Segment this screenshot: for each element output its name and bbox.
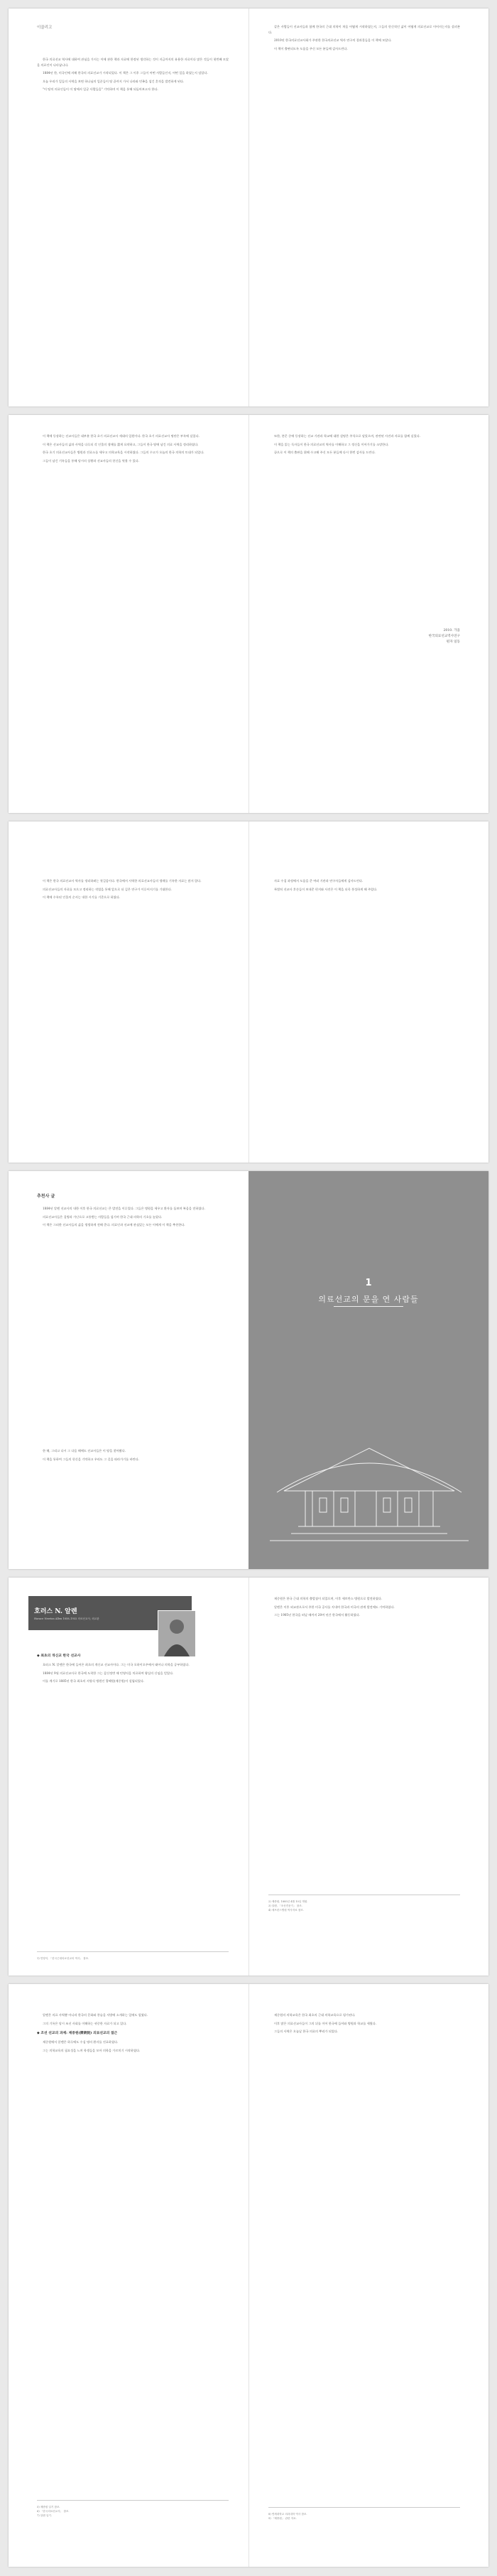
- paragraph: 자료 수집 과정에서 도움을 준 여러 기관과 연구자들에게 감사드린다.: [274, 879, 364, 883]
- paragraph: 오늘 우리가 일들의 사역을 보면 하나님의 일꾼들이 땅 끝까지 가서 나라와 민족을 섬긴 흔적을 발견하게 된다.: [43, 79, 185, 83]
- chapter-title: 의료선교의 문을 연 사람들: [318, 1295, 419, 1304]
- person-subtitle: Horace Newton Allen 1858–1932 의료선교사, 외교관: [34, 1617, 99, 1620]
- chapter-opener: [248, 1171, 488, 1569]
- paragraph: 이 책에 수록된 인물의 순서는 내한 시기를 기준으로 하였다.: [43, 895, 121, 900]
- paragraph: 같은 사람들이 선교사들과 함께 한국의 근대 의학이 처음 어떻게 시작하였는지, 그들의 헌신적인 삶이 어떻게 의료선교로 이어지는지를 살펴본다.: [268, 25, 460, 34]
- text-column: [37, 1448, 229, 1465]
- paragraph: 그들이 남긴 기록들을 통해 당시의 상황과 선교사들의 헌신을 엿볼 수 있다.: [43, 458, 139, 463]
- page-left: [9, 9, 249, 406]
- text-column: [37, 57, 229, 95]
- footnote: 3) 알렌, 「조선견문기」 참조.: [268, 1904, 302, 1907]
- signature-name: 편자 일동: [446, 640, 460, 644]
- paragraph: 그는 1905년 한국을 떠날 때까지 20여 년간 한국에서 활동하였다.: [274, 1613, 361, 1617]
- paragraph: 이 책에 등장하는 선교사들은 대부분 한국 초기 의료선교사 세대의 일원이다. 한국 초기 의료선교사 명단은 부록에 실었다.: [43, 434, 200, 438]
- paragraph: 제중원의 의학교육은 한국 최초의 근대 의학교육으로 평가된다.: [274, 2013, 356, 2017]
- text-column: [37, 2012, 229, 2056]
- signature-org: 한국의료선교역사연구: [428, 635, 460, 638]
- page-right: [248, 9, 488, 406]
- paragraph: 이 책은 선교사들의 삶과 사역을 다루되 각 인물의 생애를 짧게 요약하고, 그들이 한국 땅에 남긴 의료 사역을 정리하였다.: [43, 442, 199, 446]
- text-column: [37, 433, 229, 466]
- text-column: [268, 878, 460, 895]
- paragraph: 특별히 선교사 후손들이 보내준 편지와 사진은 이 책을 더욱 풍성하게 해 주었다.: [274, 887, 378, 891]
- page-right: [248, 415, 488, 813]
- page-left: [9, 1578, 249, 1976]
- text-column: [268, 433, 460, 458]
- paragraph: 또한, 본문 중에 등장하는 선교 기관과 학교에 대한 설명은 주석으로 달았으며, 관련된 사진과 자료를 함께 실었다.: [274, 434, 420, 438]
- page-right: [248, 1984, 488, 2567]
- paragraph: 제중원은 한국 근대 의학의 출발점이 되었으며, 이후 세브란스 병원으로 발전하였다.: [274, 1597, 383, 1600]
- paragraph: 이를 계기로 1885년 한국 최초의 서양식 병원인 광혜원(제중원)이 설립되었다.: [43, 1679, 145, 1683]
- footnote-area: [268, 2503, 460, 2521]
- paragraph: 의료선교사들은 질병과 가난으로 고통받는 사람들을 섬기며 한국 근대 의학의 기초를 놓았다.: [43, 1214, 163, 1219]
- spread-1: [9, 9, 488, 406]
- paragraph: 2010년 한국의료선교사회가 주관한 한국의료선교 역사 연구의 결과물들을 이 책에 모았다.: [274, 38, 392, 43]
- footnote: 8) 연세대학교 의과대학 역사 참조.: [268, 2513, 307, 2516]
- spread-3: [9, 821, 488, 1163]
- paragraph: 그의 기록은 당시 조선 사회를 이해하는 귀중한 자료가 되고 있다.: [43, 2021, 127, 2025]
- footnote-area: [268, 1890, 460, 1912]
- paragraph: 한국 의료선교 역사에 대하여 관심을 가지는 이에 관한 책과 자료에 한정된 생각하는 것이 지금까지의 유용한 자료이다 많은 것들이 첫번째 모았을 의료인이 나타납니다.: [37, 58, 229, 67]
- text-column: [268, 1596, 460, 1621]
- building-illustration-icon: [270, 1406, 469, 1548]
- text-column: [37, 1192, 229, 1231]
- divider: [334, 1306, 403, 1307]
- paragraph: 그는 의학교육의 필요성을 느껴 학생들을 모아 의학을 가르치기 시작하였다.: [43, 2048, 141, 2052]
- paragraph: 이 책은 한국 의료선교사 역사를 정리하려는 첫걸음이다. 한국에서 사역한 의료선교사들의 생애를 기록한 자료는 많지 않다.: [43, 879, 202, 883]
- paragraph: 알렌은 의료 사역뿐 아니라 한국의 문화와 풍습을 서방에 소개하는 일에도 힘썼다.: [43, 2013, 148, 2017]
- footnote: 2) 제중원, 1885년 4월 10일 개원.: [268, 1900, 308, 1903]
- chapter-number: 1: [365, 1278, 372, 1288]
- footnote-area: [37, 2496, 229, 2518]
- footnote: 9) 「제중원」 관련 자료.: [268, 2517, 297, 2520]
- paragraph: 1884년 알렌 선교사의 내한 이후 한국 의료선교는 큰 발전을 이루었다. 그들은 병원을 세우고 환자를 돌보며 복음을 전하였다.: [43, 1207, 205, 1210]
- text-column: [268, 24, 460, 54]
- text-column: [268, 2012, 460, 2037]
- text-column: [37, 878, 229, 903]
- paragraph: 이 책을 읽는 독자들이 한국 의료선교의 역사를 이해하고 그 정신을 이어가기를 소망한다.: [274, 442, 389, 446]
- person-name: 호러스 N. 알렌: [34, 1608, 77, 1615]
- person-banner: [28, 1596, 192, 1630]
- footnote-area: [37, 1947, 229, 1961]
- page-left: [9, 1984, 249, 2567]
- paragraph: 끝으로 이 책의 출판을 위해 수고해 주신 모든 분들께 다시 한번 감사를 드린다.: [274, 451, 376, 455]
- paragraph: 이 책이 출판되도록 도움을 주신 모든 분들께 감사드린다.: [274, 46, 348, 50]
- spread-4: [9, 1171, 488, 1569]
- footnote: 7) 알렌 일기.: [37, 2514, 53, 2517]
- spread-6: [9, 1984, 488, 2567]
- paragraph: 이 책을 통하여 그들의 헌신을 기억하고 우리도 그 길을 따라가기를 바란다.: [43, 1457, 139, 1461]
- footnote-rule: [37, 1951, 229, 1952]
- paragraph: 이 책은 그러한 선교사들의 삶을 생생하게 전해 준다. 의료인과 선교에 관심있는 모든 이에게 이 책을 추천한다.: [43, 1223, 185, 1227]
- paragraph: 제중원에서 알렌은 하루에도 수십 명의 환자를 진료하였다.: [43, 2040, 119, 2044]
- page-left: [9, 1171, 249, 1569]
- section-heading: ◆ 최초의 개신교 한국 선교사: [37, 1654, 81, 1658]
- section-heading: ◆ 조선 선교의 과제: 제중원(濟衆院) 의료선교의 접근: [37, 2031, 118, 2036]
- footnote: 1) 민영익, 「한국근대의료선교의 역사」 참조.: [37, 1957, 89, 1960]
- paragraph: 이후 많은 의료선교사들이 그의 뒤를 이어 한국에 들어와 병원과 학교를 세웠다.: [274, 2021, 377, 2025]
- section-title: 추천사 글: [37, 1194, 55, 1199]
- footnote: 6) 「한국의료선교사」 참조.: [37, 2510, 70, 2513]
- paragraph: 호러스 N. 알렌은 한국에 들어온 최초의 개신교 선교사이다. 그는 미국 오하이오주에서 태어나 의학을 공부하였다.: [43, 1663, 190, 1666]
- footnote: 4) 세브란스병원 역사자료 참조.: [268, 1909, 304, 1912]
- footnote-rule: [268, 2507, 460, 2508]
- footnote-rule: [37, 2500, 229, 2501]
- page-right: [248, 821, 488, 1163]
- paragraph: 한국 초기 의료선교사들은 병원과 진료소를 세우고 의학교육을 시작하였다. 그들의 수고가 오늘의 한국 의학의 토대가 되었다.: [43, 451, 204, 455]
- text-column: [37, 1649, 229, 1687]
- page-right: [248, 1578, 488, 1976]
- page-left: [9, 415, 249, 813]
- spread-2: [9, 415, 488, 813]
- running-head: 이끌리고: [37, 26, 53, 30]
- paragraph: 1884년 한, 미국인에 의해 한국의 의료선교가 시작되었다. 이 책은 그 이후 그들이 어떤 사람들인지, 어떤 일을 하였는지 담았다.: [43, 71, 208, 75]
- paragraph: "이 땅의 의료인들이 이 땅에서 일군 사람들을" 기억하며 이 책을 통해 되돌아보고자 한다.: [43, 87, 158, 92]
- paragraph: 알렌은 이후 외교관으로서 주한 미국 공사를 지내며 한국과 미국의 관계 발전에도 기여하였다.: [274, 1605, 395, 1609]
- signature-block: [429, 628, 460, 645]
- spread-5: [9, 1578, 488, 1976]
- footnote: 5) 제중원 일기 참조.: [37, 2506, 60, 2508]
- paragraph: 한 해, 그리고 다시 그 다음 해에도 선교사들은 이 땅을 찾아왔다.: [43, 1449, 126, 1453]
- page-left: [9, 821, 249, 1163]
- paragraph: 의료선교사들의 자료를 모으고 정리하는 작업을 통해 앞으로 더 깊은 연구가 이루어지기를 기대한다.: [43, 887, 172, 891]
- signature-date: 2010. 가을: [443, 629, 460, 632]
- paragraph: 1884년 9월 의료선교사로 한국에 도착한 그는 갑신정변 때 민영익을 치료하여 왕실의 신임을 얻었다.: [43, 1671, 174, 1675]
- paragraph: 그들의 사역은 오늘날 한국 의료의 뿌리가 되었다.: [274, 2030, 339, 2034]
